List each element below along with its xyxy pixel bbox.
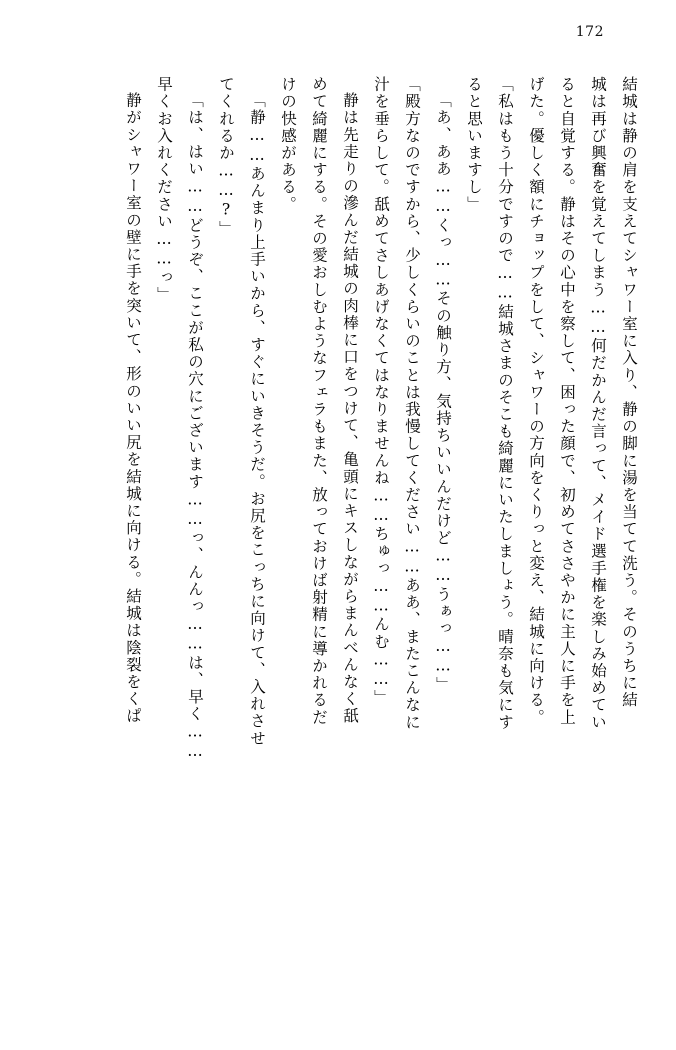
text-line: けの快感がある。 bbox=[279, 76, 297, 213]
text-line: 汁を垂らして。舐めてさしあげなくてはなりませんね……ちゅっ……んむ……」 bbox=[372, 76, 390, 707]
text-line: てくれるか……?」 bbox=[217, 76, 235, 238]
text-line: ると思いますし」 bbox=[465, 76, 483, 213]
text-line: 「私はもう十分ですので……結城さまのそこも綺麗にいたしましょう。晴奈も気にす bbox=[496, 76, 514, 731]
text-line: 「あ、ああ……くっ……その触り方、気持ちいいんだけど……うぁっ……」 bbox=[434, 92, 452, 694]
text-line: げた。優しく額にチョップをして、シャワーの方向をくりっと変え、結城に向ける。 bbox=[527, 76, 545, 726]
page-number: 172 bbox=[575, 24, 604, 40]
body-text-block bbox=[40, 76, 636, 1006]
text-line: 結城は静の肩を支えてシャワー室に入り、静の脚に湯を当てて洗う。そのうちに結 bbox=[620, 76, 638, 709]
text-line: 静がシャワー室の壁に手を突いて、形のいい尻を結城に向ける。結城は陰裂をくぱ bbox=[124, 92, 142, 725]
text-line: ると自覚する。静はその心中を察して、困った顔で、初めてささやかに主人に手を上 bbox=[558, 76, 576, 726]
text-line: 早くお入れください……っ」 bbox=[155, 76, 173, 304]
text-line: 「静……あんまり上手いから、すぐにいきそうだ。お尻をこっちに向けて、入れさせ bbox=[248, 92, 266, 747]
text-line: 「殿方なのですから、少しくらいのことは我慢してください……ああ、またこんなに bbox=[403, 76, 421, 731]
text-line: めて綺麗にする。その愛おしむようなフェラもまた、放っておけば射精に導かれるだ bbox=[310, 76, 328, 726]
text-line: 城は再び興奮を覚えてしまう……何だかんだ言って、メイド選手権を楽しみ始めてい bbox=[589, 76, 607, 731]
text-line: 「は、はい……どうぞ、ここが私の穴にございます……っ、んんっ……は、早く…… bbox=[186, 92, 204, 762]
text-line: 静は先走りの滲んだ結城の肉棒に口をつけて、亀頭にキスしながらまんべんなく舐 bbox=[341, 92, 359, 725]
